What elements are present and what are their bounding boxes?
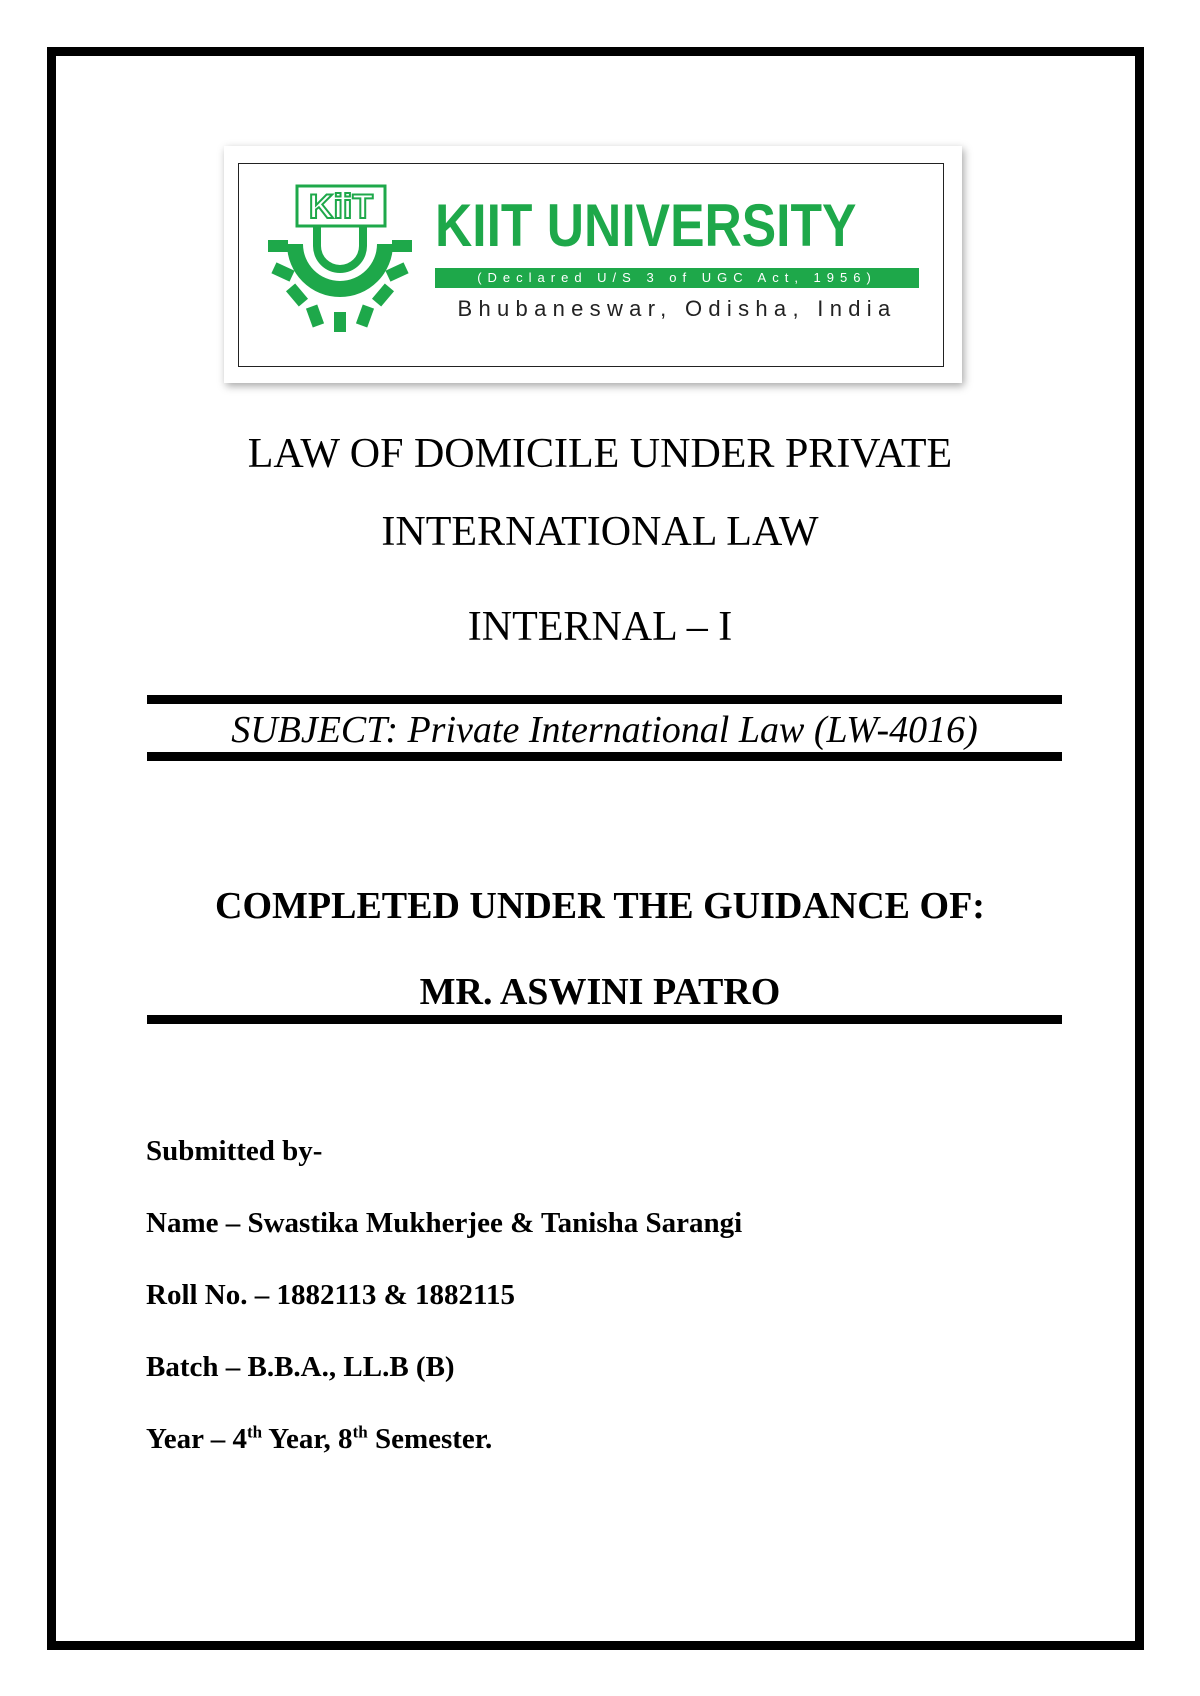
semester-superscript: th bbox=[352, 1422, 368, 1442]
year-prefix: Year – 4 bbox=[146, 1423, 247, 1455]
batch-info: Batch – B.B.A., LL.B (B) bbox=[146, 1351, 455, 1383]
university-name: KIIT UNIVERSITY bbox=[435, 192, 857, 259]
year-superscript: th bbox=[246, 1422, 263, 1442]
year-suffix: Semester. bbox=[367, 1423, 493, 1455]
guide-name: MR. ASWINI PATRO bbox=[419, 971, 781, 1013]
document-title-line-1: LAW OF DOMICILE UNDER PRIVATE bbox=[247, 431, 953, 477]
submitted-by-heading: Submitted by- bbox=[146, 1135, 323, 1167]
roll-numbers: Roll No. – 1882113 & 1882115 bbox=[146, 1279, 515, 1311]
document-title-line-2: INTERNATIONAL LAW bbox=[381, 509, 819, 555]
university-declaration: (Declared U/S 3 of UGC Act, 1956) bbox=[435, 268, 919, 288]
year-info bbox=[146, 1422, 492, 1456]
university-location: Bhubaneswar, Odisha, India bbox=[457, 296, 897, 321]
divider-rule bbox=[147, 752, 1062, 761]
guidance-heading: COMPLETED UNDER THE GUIDANCE OF: bbox=[215, 885, 985, 927]
student-names: Name – Swastika Mukherjee & Tanisha Sarangi bbox=[146, 1207, 743, 1239]
subject-line: SUBJECT: Private International Law (LW-4016) bbox=[231, 709, 978, 751]
divider-rule bbox=[147, 1015, 1062, 1024]
divider-rule bbox=[147, 695, 1062, 704]
logo-frame bbox=[238, 163, 944, 367]
emblem-text: KiiT bbox=[308, 188, 374, 226]
document-title-line-3: INTERNAL – I bbox=[467, 604, 733, 650]
year-middle: Year, 8 bbox=[262, 1423, 353, 1455]
kiit-gear-emblem-icon bbox=[265, 184, 415, 334]
university-logo bbox=[224, 146, 962, 383]
